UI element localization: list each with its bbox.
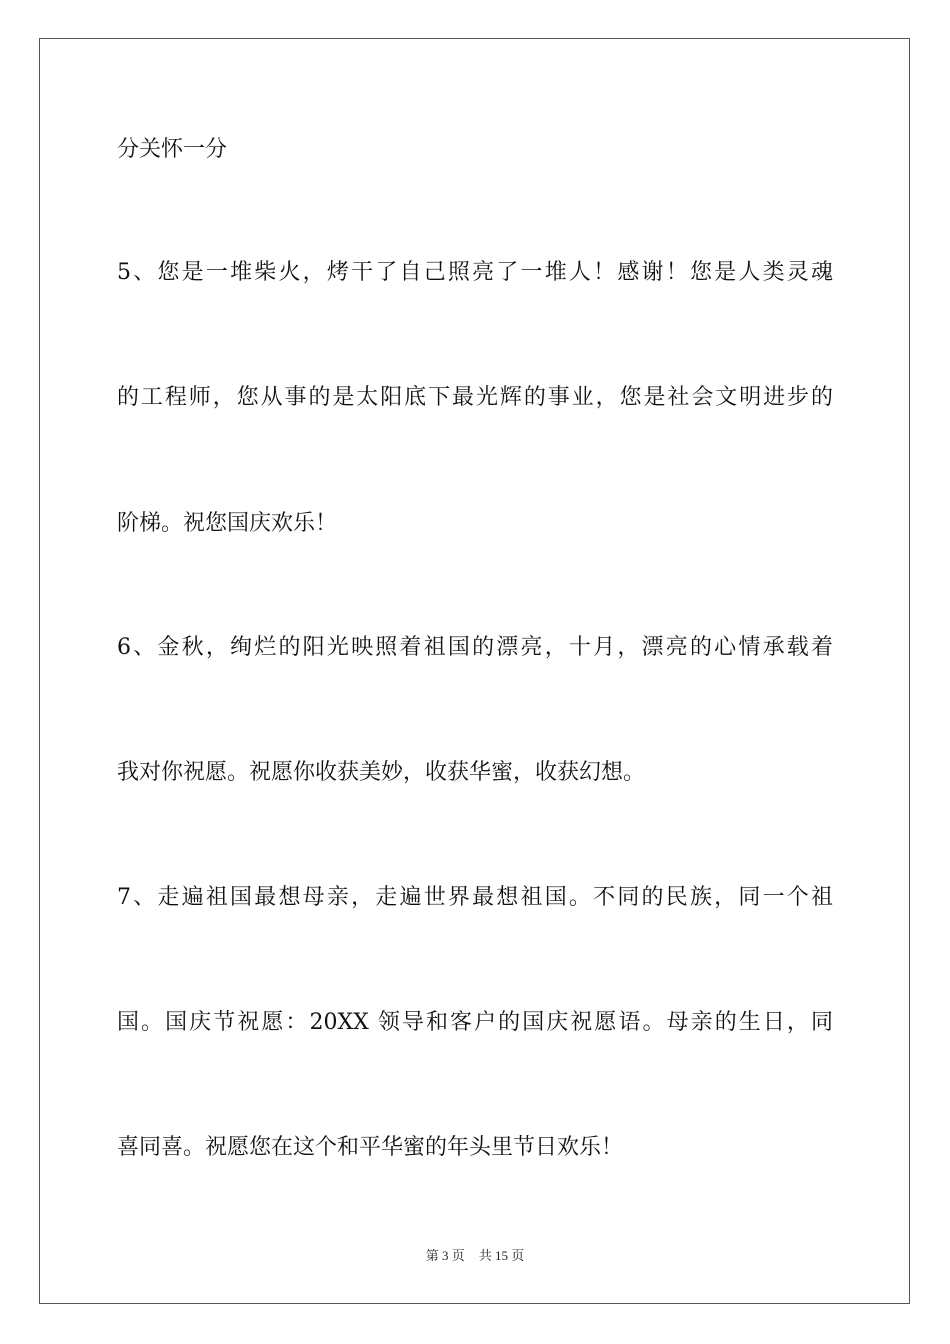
text-line-3: 的工程师，您从事的是太阳底下最光辉的事业，您是社会文明进步的 [117,385,833,410]
text-line-2: 5、您是一堆柴火，烤干了自己照亮了一堆人！感谢！您是人类灵魂 [117,260,833,285]
text-line-4: 阶梯。祝您国庆欢乐！ [117,511,338,536]
text-line-9: 喜同喜。祝愿您在这个和平华蜜的年头里节日欢乐！ [117,1135,624,1160]
page-border [39,38,910,1304]
text-line-8: 国。国庆节祝愿：20XX 领导和客户的国庆祝愿语。母亲的生日，同 [117,1010,833,1035]
page-total: 共 15 页 [478,1248,525,1263]
text-line-1: 分关怀一分 [117,137,228,162]
text-line-7: 7、走遍祖国最想母亲，走遍世界最想祖国。不同的民族，同一个祖 [117,885,833,910]
text-line-5: 6、金秋，绚烂的阳光映照着祖国的漂亮，十月，漂亮的心情承载着 [117,635,833,660]
text-line-6: 我对你祝愿。祝愿你收获美妙，收获华蜜，收获幻想。 [117,760,646,785]
page-number: 第 3 页 [425,1248,465,1263]
page-footer [0,1247,950,1265]
